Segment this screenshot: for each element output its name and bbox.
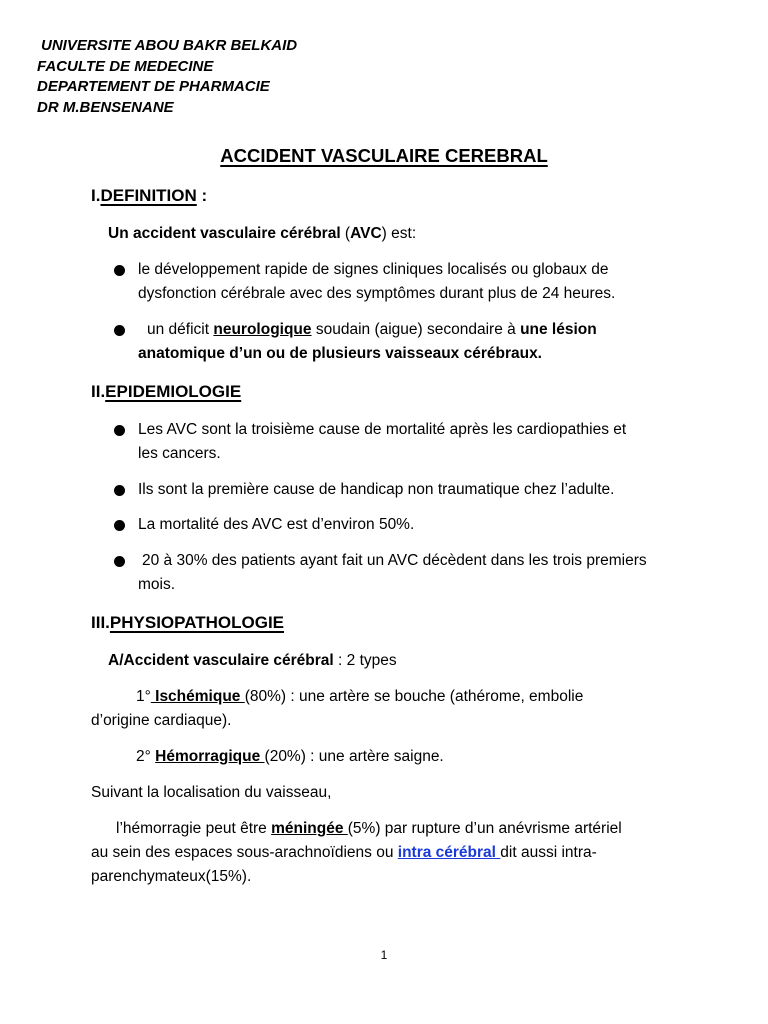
faculty-name: FACULTE DE MEDECINE bbox=[37, 57, 214, 75]
intra-cerebral-link[interactable]: intra cérébral bbox=[397, 844, 501, 861]
type-hemorragique: 2° Hémorragique (20%) : une artère saigne. bbox=[136, 748, 444, 765]
section-heading-epidemiologie: II.EPIDEMIOLOGIE bbox=[91, 382, 242, 401]
bullet-icon bbox=[114, 325, 125, 336]
definition-intro: Un accident vasculaire cérébral (AVC) est: bbox=[108, 225, 417, 242]
hemorragie-text: l’hémorragie peut être méningée (5%) par rupture d’un anévrisme artériel bbox=[116, 820, 622, 837]
list-item: le développement rapide de signes cliniques localisés ou globaux de dysfonction cérébrale avec des symptômes durant plus de 24 heures. bbox=[110, 258, 670, 306]
type-ischemique-cont: d’origine cardiaque). bbox=[91, 712, 232, 729]
bullet-icon bbox=[114, 425, 125, 436]
university-name: UNIVERSITE ABOU BAKR BELKAID bbox=[41, 37, 298, 54]
subsection-heading: A/Accident vasculaire cérébral : 2 types bbox=[108, 652, 397, 669]
bullet-icon bbox=[114, 485, 125, 496]
document-title: ACCIDENT VASCULAIRE CEREBRAL bbox=[220, 145, 548, 166]
page-number: 1 bbox=[380, 948, 388, 962]
localisation-text: Suivant la localisation du vaisseau, bbox=[91, 784, 332, 801]
list-item: un déficit neurologique soudain (aigue) secondaire à une lésion anatomique d’un ou de plusieurs vaisseaux cérébraux. bbox=[110, 318, 670, 366]
bullet-icon bbox=[114, 520, 125, 531]
bullet-icon bbox=[114, 265, 125, 276]
list-item: Les AVC sont la troisième cause de mortalité après les cardiopathies et les cancers. bbox=[110, 418, 670, 466]
hemorragie-text-cont: au sein des espaces sous-arachnoïdiens ou intra cérébral dit aussi intra- bbox=[91, 844, 597, 861]
bullet-icon bbox=[114, 556, 125, 567]
department-name: DEPARTEMENT DE PHARMACIE bbox=[37, 78, 270, 96]
section-heading-definition: I.DEFINITION : bbox=[91, 186, 208, 205]
document-header bbox=[37, 36, 437, 119]
list-item: Ils sont la première cause de handicap non traumatique chez l’adulte. bbox=[110, 478, 670, 502]
list-item: La mortalité des AVC est d’environ 50%. bbox=[110, 513, 670, 537]
list-item: 20 à 30% des patients ayant fait un AVC décèdent dans les trois premiers mois. bbox=[110, 549, 670, 597]
hemorragie-text-end: parenchymateux(15%). bbox=[91, 868, 252, 885]
author-name: DR M.BENSENANE bbox=[37, 99, 174, 117]
type-ischemique: 1° Ischémique (80%) : une artère se bouche (athérome, embolie bbox=[136, 688, 584, 705]
section-heading-physiopathologie: III.PHYSIOPATHOLOGIE bbox=[91, 613, 285, 632]
